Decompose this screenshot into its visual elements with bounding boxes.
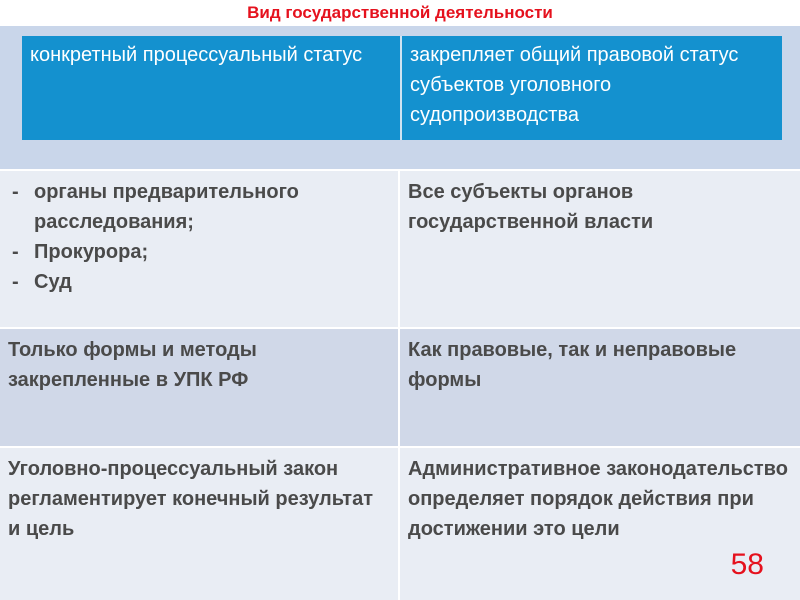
- dash-bullet: -: [12, 241, 19, 263]
- dash-bullet: -: [12, 181, 19, 203]
- table-cell-right: Как правовые, так и неправовые формы: [408, 339, 737, 391]
- list-item: [8, 267, 390, 297]
- list-item: [8, 177, 390, 237]
- table-cell-left: Только формы и методы закрепленные в УПК РФ: [0, 329, 400, 446]
- bodies-list: [8, 177, 390, 297]
- table-header-row: [0, 26, 800, 169]
- table-header: [22, 36, 782, 140]
- slide-title: Вид государственной деятельности: [247, 3, 553, 22]
- table-cell-right: Административное законодательство определяет порядок действия при достижении это цели: [408, 458, 788, 540]
- list-item-text: Прокурора;: [34, 241, 149, 263]
- table-row: [0, 169, 800, 327]
- list-item: [8, 237, 390, 267]
- comparison-table: [0, 26, 800, 600]
- dash-bullet: -: [12, 271, 19, 293]
- list-item-text: Суд: [34, 271, 72, 293]
- table-row: [0, 446, 800, 600]
- page-number: 58: [730, 548, 764, 581]
- header-cell-left: конкретный процессуальный статус: [22, 36, 402, 140]
- table-cell-left: [0, 171, 400, 327]
- header-cell-right: закрепляет общий правовой статус субъектов уголовного судопроизводства: [410, 44, 739, 126]
- list-item-text: органы предварительного расследования;: [34, 181, 299, 233]
- table-row: [0, 327, 800, 446]
- table-cell-right: Все субъекты органов государственной власти: [408, 181, 654, 233]
- table-cell-left: Уголовно-процессуальный закон регламентирует конечный результат и цель: [0, 448, 400, 600]
